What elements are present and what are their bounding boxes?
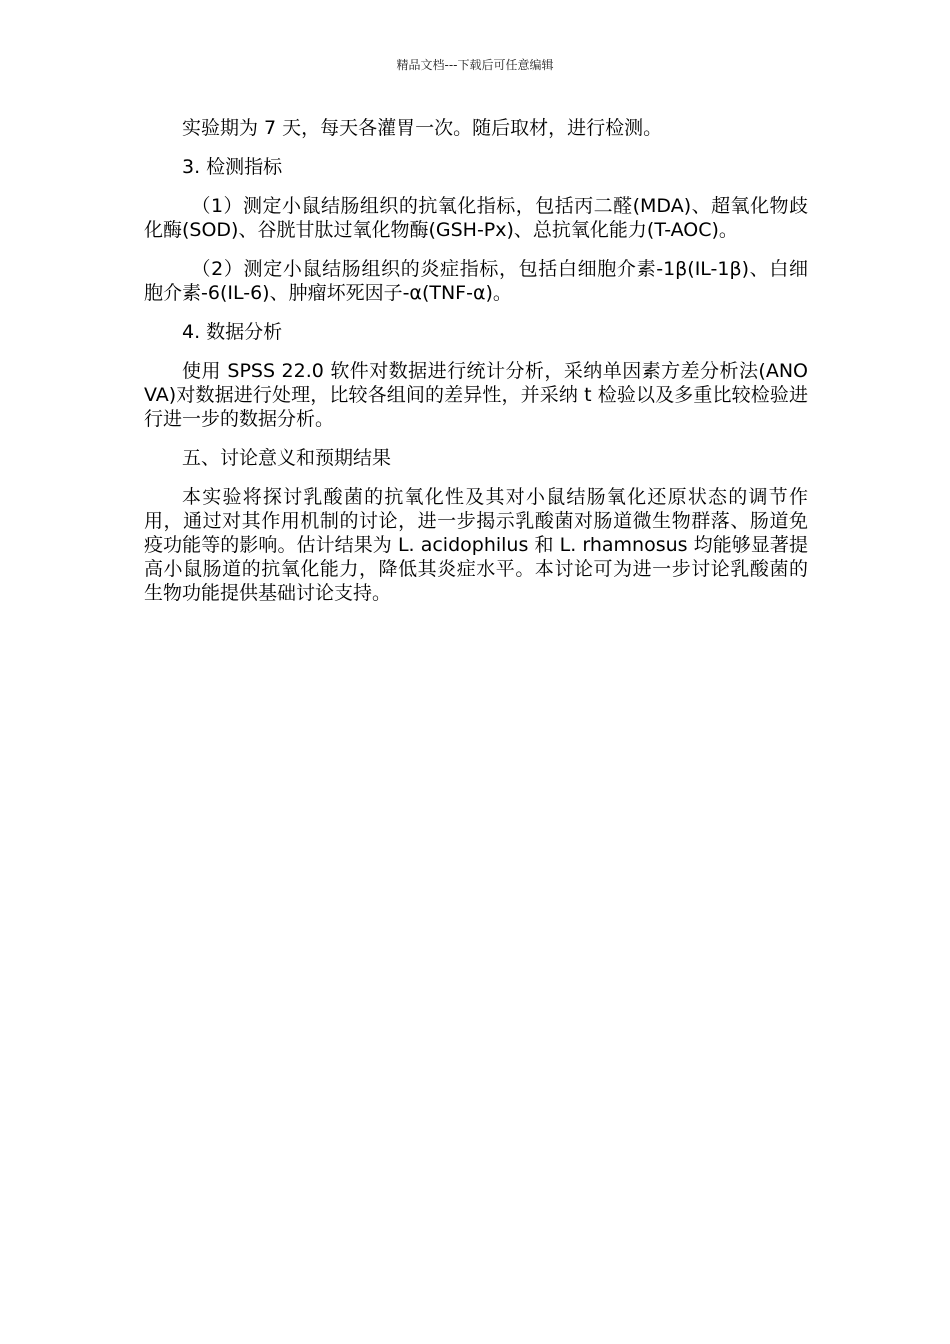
section-heading-discussion: 五、讨论意义和预期结果 <box>182 447 392 469</box>
page-header: 精品文档---下载后可任意编辑 <box>396 58 554 72</box>
paragraph-experiment-period: 实验期为 7 天，每天各灌胃一次。随后取材，进行检测。 <box>182 117 663 139</box>
section-heading-data-analysis: 4. 数据分析 <box>182 321 283 343</box>
document-body <box>144 116 808 620</box>
list-item-inflammation: （2）测定小鼠结肠组织的炎症指标，包括白细胞介素-1β(IL-1β)、白细胞介素-6(IL-6)、肿瘤坏死因子-α(TNF-α)。 <box>144 258 808 304</box>
list-item-antioxidant: （1）测定小鼠结肠组织的抗氧化指标，包括丙二醛(MDA)、超氧化物歧化酶(SOD)、谷胱甘肽过氧化物酶(GSH-Px)、总抗氧化能力(T-AOC)。 <box>144 195 808 241</box>
paragraph-discussion: 本实验将探讨乳酸菌的抗氧化性及其对小鼠结肠氧化还原状态的调节作用，通过对其作用机制的讨论，进一步揭示乳酸菌对肠道微生物群落、肠道免疫功能等的影响。估计结果为 L. acidophilus 和 L. rhamnosus 均能够显著提高小鼠肠道的抗氧化能力，降低其炎症水平。本讨论可为进一步讨论乳酸菌的生物功能提供基础讨论支持。 <box>144 486 808 604</box>
paragraph-statistics: 使用 SPSS 22.0 软件对数据进行统计分析，采纳单因素方差分析法(ANOVA)对数据进行处理，比较各组间的差异性，并采纳 t 检验以及多重比较检验进行进一步的数据分析。 <box>144 360 808 430</box>
section-heading-indicators: 3. 检测指标 <box>182 156 283 178</box>
